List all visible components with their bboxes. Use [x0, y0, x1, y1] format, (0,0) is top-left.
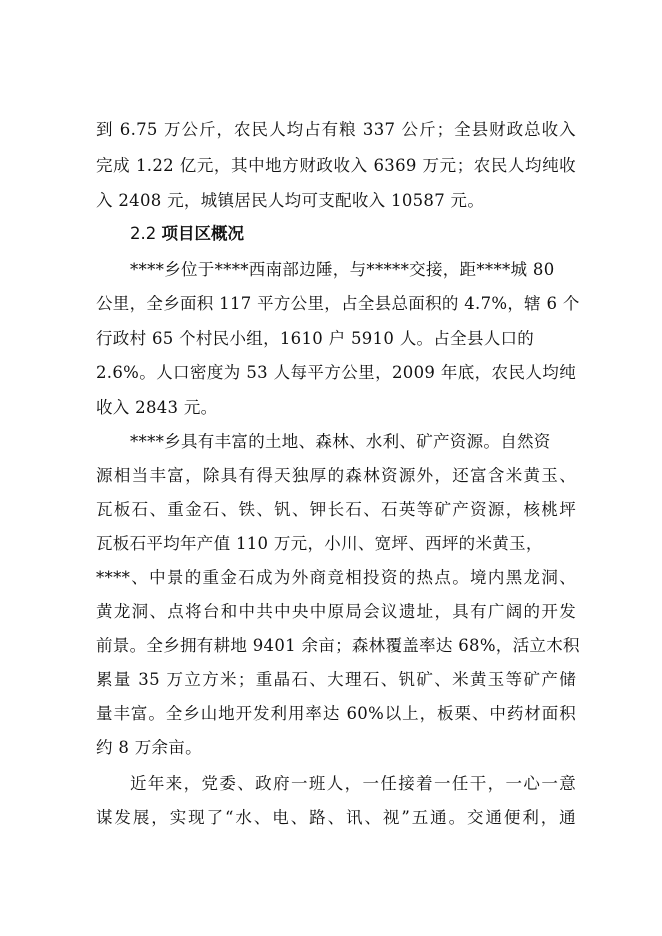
text-line: 黄龙洞、点将台和中共中央中原局会议遗址，具有广阔的开发	[96, 602, 576, 621]
text-line: ****乡位于****西南部边陲，与*****交接，距****城 80	[130, 260, 555, 279]
text-line: 源相当丰富，除具有得天独厚的森林资源外，还富含米黄玉、	[96, 466, 576, 485]
text-line: 完成 1.22 亿元，其中地方财政收入 6369 万元；农民人均纯收	[96, 156, 576, 175]
section-heading	[130, 222, 244, 246]
text-line: 收入 2843 元。	[96, 398, 218, 417]
text-line: 量丰富。全乡山地开发利用率达 60%以上，板栗、中药材面积	[96, 704, 576, 723]
text-line: 瓦板石平均年产值 110 万元，小川、宽坪、西坪的米黄玉，	[96, 534, 543, 553]
text-line: 到 6.75 万公斤，农民人均占有粮 337 公斤；全县财政总收入	[96, 120, 576, 139]
text-line: 近年来，党委、政府一班人，一任接着一任干，一心一意	[130, 774, 576, 793]
text-line: 约 8 万余亩。	[96, 738, 202, 757]
text-line: 瓦板石、重金石、铁、钒、钾长石、石英等矿产资源，核桃坪	[96, 500, 576, 519]
text-line: 累量 35 万立方米；重晶石、大理石、钒矿、米黄玉等矿产储	[96, 670, 576, 689]
text-line: ****、中景的重金石成为外商竞相投资的热点。境内黑龙洞、	[96, 568, 576, 587]
section-number: 2.2	[130, 224, 157, 243]
section-title: 项目区概况	[161, 224, 244, 243]
text-line: ****乡具有丰富的土地、森林、水利、矿产资源。自然资	[130, 432, 551, 451]
text-line: 入 2408 元，城镇居民人均可支配收入 10587 元。	[96, 191, 485, 210]
text-line: 2.6%。人口密度为 53 人每平方公里，2009 年底，农民人均纯	[96, 363, 576, 382]
text-line: 前景。全乡拥有耕地 9401 余亩；森林覆盖率达 68%，活立木积	[96, 636, 580, 655]
text-line: 公里，全乡面积 117 平方公里，占全县总面积的 4.7%，辖 6 个	[96, 294, 580, 313]
text-line: 行政村 65 个村民小组，1610 户 5910 人。占全县人口的	[96, 329, 535, 348]
text-line: 谋发展，实现了“水、电、路、讯、视”五通。交通便利，通	[96, 808, 576, 827]
